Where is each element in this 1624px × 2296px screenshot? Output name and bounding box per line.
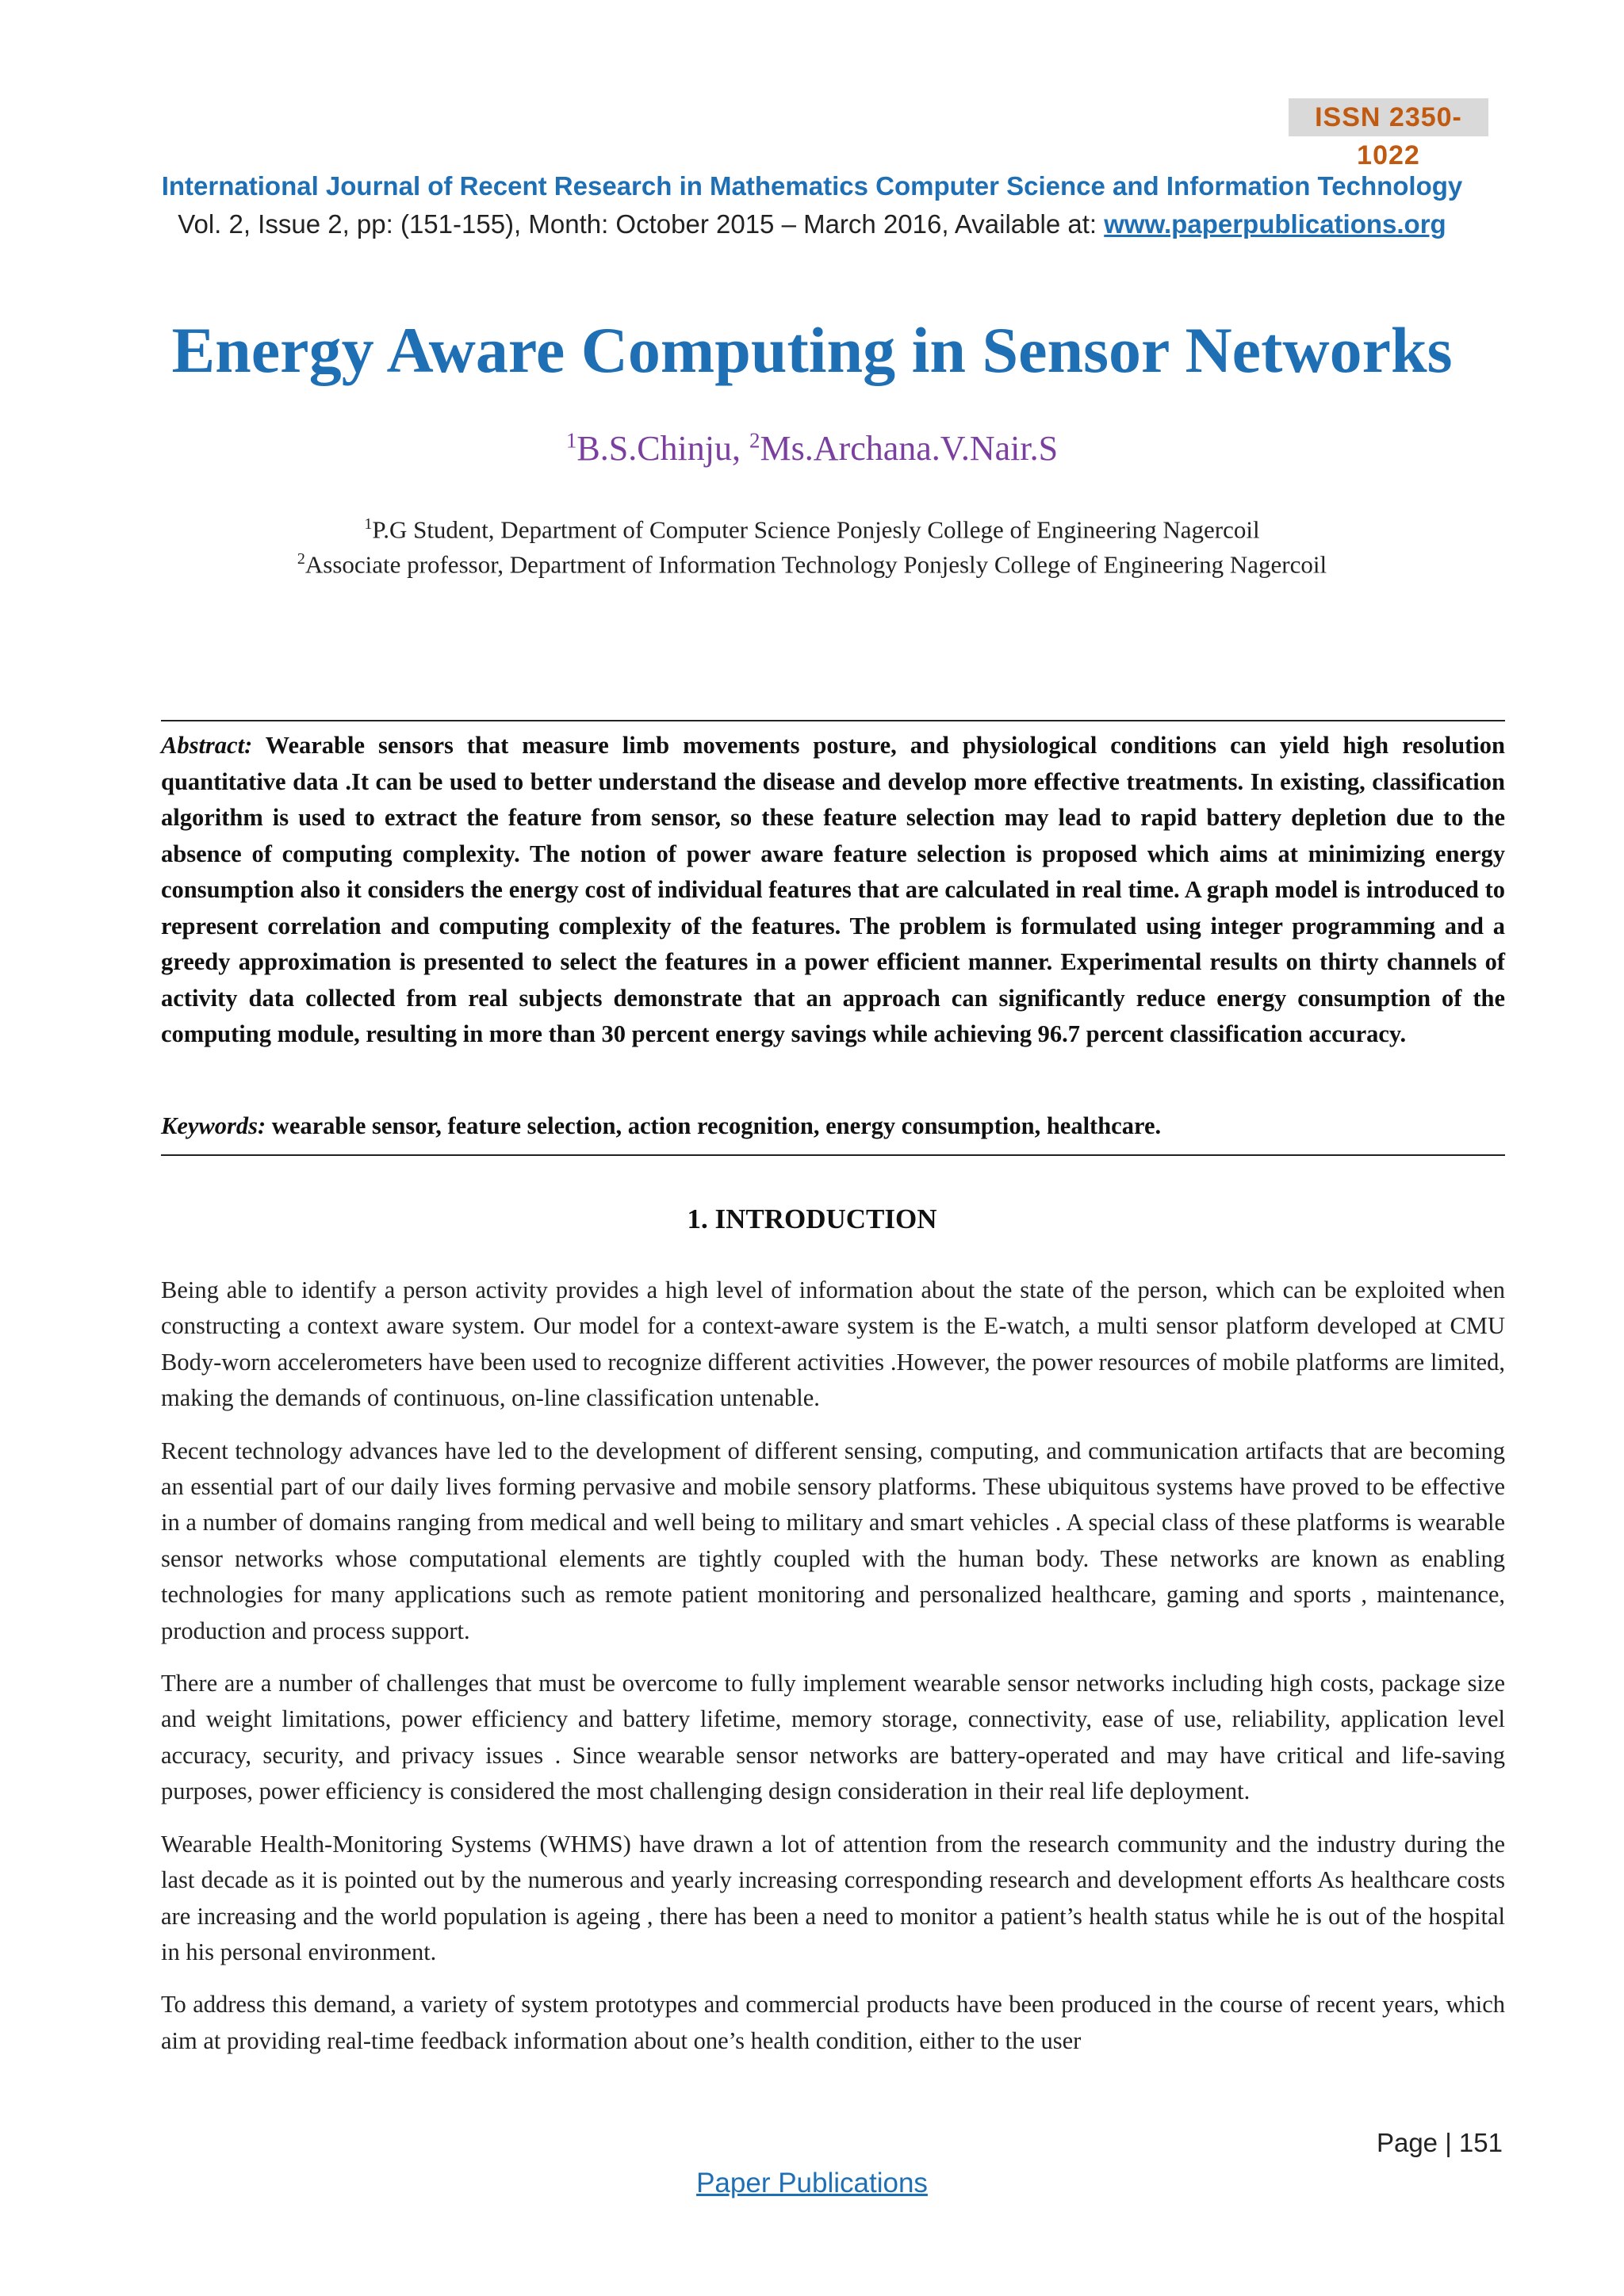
affiliation-text: P.G Student, Department of Computer Science Ponjesly College of Engineering Nagercoil — [372, 515, 1260, 544]
section-body — [161, 1272, 1505, 2076]
paragraph: Recent technology advances have led to the development of different sensing, computing, and communication artifacts that are becoming an essential part of our daily lives forming pervasive and mobile sensory platforms. These ubiquitous systems have proved to be effective in a number of domains ranging from medical and well being to military and smart vehicles . A special class of these platforms is wearable sensor networks whose computational elements are tightly coupled with the human body. These networks are known as enabling technologies for many applications such as remote patient monitoring and personalized healthcare, gaming and sports , maintenance, production and process support. — [161, 1437, 1505, 1644]
abstract-bottom-rule — [161, 1154, 1505, 1156]
affiliation-superscript: 1 — [364, 515, 373, 533]
author-superscript: 2 — [749, 428, 760, 453]
paragraph: Being able to identify a person activity provides a high level of information about the state of the person, which can be exploited when constructing a context aware system. Our model for a context-aware system is the E-watch, a multi sensor platform developed at CMU Body-worn accelerometers have been used to recognize different activities .However, the power resources of mobile platforms are limited, making the demands of continuous, on-line classification untenable. — [161, 1276, 1505, 1412]
abstract-top-rule — [161, 720, 1505, 721]
journal-website-link[interactable]: www.paperpublications.org — [1104, 209, 1446, 239]
author-name: B.S.Chinju, — [576, 429, 750, 468]
abstract — [161, 728, 1505, 1053]
publisher-footer-link[interactable]: Paper Publications — [696, 2168, 928, 2198]
keywords — [161, 1108, 1505, 1144]
abstract-text: Wearable sensors that measure limb movements posture, and physiological conditions can yield high resolution quantitative data .It can be used to better understand the disease and develop more effective treatments. In existing, classification algorithm is used to extract the feature from sensor, so these feature selection may lead to rapid battery depletion due to the absence of computing complexity. The notion of power aware feature selection is proposed which aims at minimizing energy consumption also it considers the energy cost of individual features that are calculated in real time. A graph model is introduced to represent correlation and computing complexity of the features. The problem is formulated using integer programming and a greedy approximation is presented to select the features in a power efficient manner. Experimental results on thirty channels of activity data collected from real subjects demonstrate that an approach can significantly reduce energy consumption of the computing module, resulting in more than 30 percent energy savings while achieving 96.7 percent classification accuracy. — [161, 732, 1505, 1047]
keywords-text: wearable sensor, feature selection, action recognition, energy consumption, healthcare. — [266, 1112, 1162, 1139]
section-heading: 1. INTRODUCTION — [687, 1203, 937, 1234]
affiliation-text: Associate professor, Department of Information Technology Ponjesly College of Engineering Nagercoil — [304, 550, 1327, 579]
affiliation-superscript: 2 — [297, 550, 305, 568]
affiliation-2 — [0, 550, 1624, 579]
paragraph: There are a number of challenges that must be overcome to fully implement wearable sensor networks including high costs, package size and weight limitations, power efficiency and battery lifetime, memory storage, connectivity, ease of use, reliability, application level accuracy, security, and privacy issues . Since wearable sensor networks are battery-operated and may have critical and life-saving purposes, power efficiency is considered the most challenging design consideration in their real life deployment. — [161, 1670, 1505, 1805]
keywords-label: Keywords: — [161, 1112, 266, 1139]
paragraph: To address this demand, a variety of system prototypes and commercial products have been produced in the course of recent years, which aim at providing real-time feedback information about one’s health condition, either to the user — [161, 1991, 1505, 2054]
journal-name: International Journal of Recent Research in Mathematics Computer Science and Information Technology — [161, 171, 1463, 201]
volume-line — [0, 209, 1624, 239]
page-number: Page | 151 — [1376, 2128, 1503, 2157]
affiliation-1 — [0, 515, 1624, 544]
volume-info: Vol. 2, Issue 2, pp: (151-155), Month: October 2015 – March 2016, Available at: — [178, 209, 1105, 239]
author-list — [0, 428, 1624, 469]
paragraph: Wearable Health-Monitoring Systems (WHMS) have drawn a lot of attention from the research community and the industry during the last decade as it is pointed out by the numerous and yearly increasing corresponding research and development efforts As healthcare costs are increasing and the world population is ageing , there has been a need to monitor a patient’s health status while he is out of the hospital in his personal environment. — [161, 1830, 1505, 1965]
abstract-label: Abstract: — [161, 732, 253, 759]
author-name: Ms.Archana.V.Nair.S — [760, 429, 1059, 468]
issn-badge: ISSN 2350-1022 — [1289, 98, 1488, 136]
paper-title: Energy Aware Computing in Sensor Networks — [171, 314, 1453, 386]
author-superscript: 1 — [565, 428, 577, 453]
